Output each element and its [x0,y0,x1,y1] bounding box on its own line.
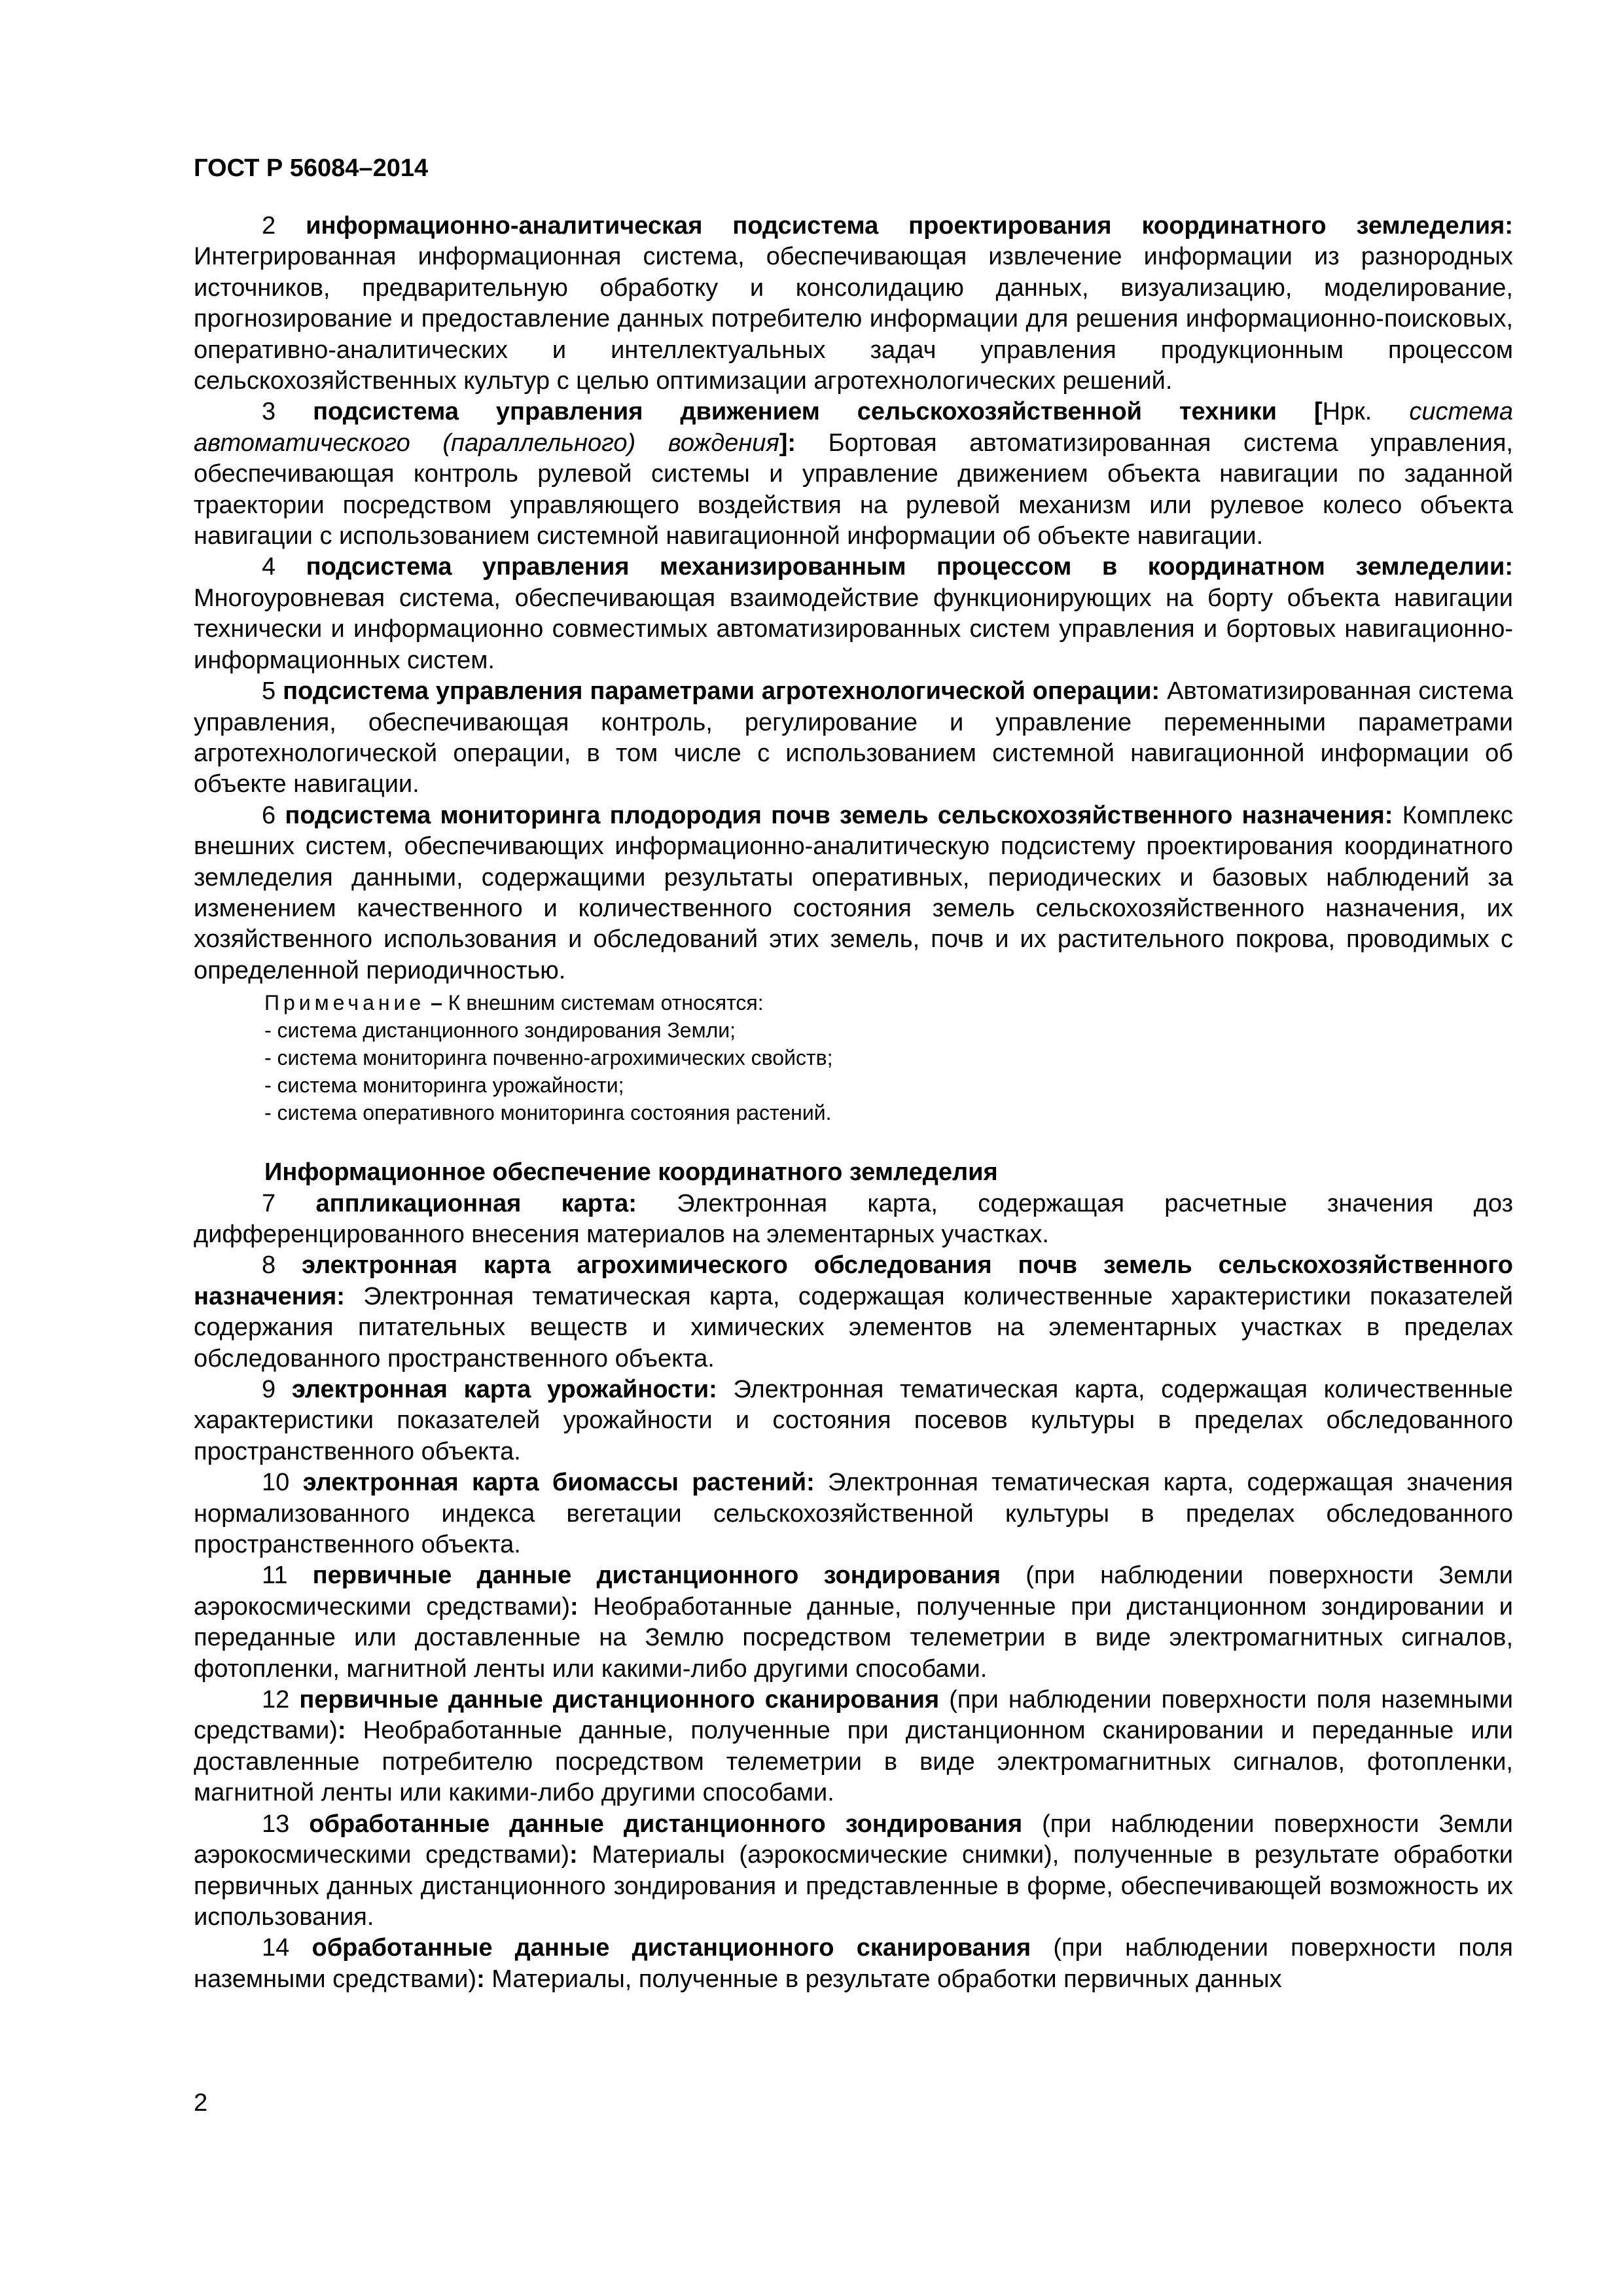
section-heading: Информационное обеспечение координатного земледелия [264,1158,998,1187]
term-definition: Интегрированная информационная система, обеспечивающая извлечение информации из разнородных источников, предварительную обработку и консолидацию данных, визуализацию, моделирование, прогнозирование и предоставление данных потребителю информации для решения информационно-поисковых, оперативно-аналитических и интеллектуальных задач управления продукционным процессом сельскохозяйственных культур с целью оптимизации агротехнологических решений. [194,243,1513,395]
term-entry-7 [194,1189,1513,1251]
note-dash: – [425,991,448,1015]
term-number: 7 [262,1189,276,1217]
note-item: - система мониторинга почвенно-агрохимических свойств; [264,1046,833,1070]
nrk-term: система автоматического (параллельного) вождения [194,398,1513,457]
term-name: подсистема управления движением сельскохозяйственной техники [313,398,1277,426]
term-name: подсистема управления механизированным процессом в координатном земледелии: [306,553,1514,581]
term-name: электронная карта агрохимического обследования почв земель сельскохозяйственного назначения: [194,1251,1513,1310]
term-colon: : [569,1841,578,1869]
term-entry-2 [194,211,1513,397]
term-entry-5 [194,676,1513,800]
term-definition: Электронная карта, содержащая расчетные значения доз дифференцированного внесения материалов на элементарных участках. [194,1189,1514,1248]
term-name: аппликационная карта: [315,1189,637,1217]
term-definition: Материалы, полученные в результате обработки первичных данных [484,1965,1282,1993]
term-definition: Бортовая автоматизированная система управления, обеспечивающая контроль рулевой системы и управление движением объекта навигации по заданной траектории посредством управляющего воздействия на рулевой механизм или рулевое колесо объекта навигации с использованием системной навигационной информации об объекте навигации. [194,429,1513,550]
term-qualifier: (при наблюдении поверхности поля наземными средствами) [194,1934,1513,1993]
term-number: 12 [262,1686,290,1714]
note-item: - система оперативного мониторинга состояния растений. [264,1101,832,1125]
term-entry-14 [194,1933,1513,1995]
term-definition: Электронная тематическая карта, содержащая количественные характеристики показателей содержания питательных веществ и химических элементов на элементарных участках в пределах обследованного пространственного объекта. [194,1282,1513,1372]
term-qualifier: (при наблюдении поверхности Земли аэрокосмическими средствами) [194,1810,1513,1869]
term-entry-11 [194,1560,1513,1685]
bracket-open: [ [1277,398,1323,426]
term-name: подсистема мониторинга плодородия почв земель сельскохозяйственного назначения: [285,801,1393,829]
term-number: 13 [262,1810,290,1838]
term-number: 8 [262,1251,276,1280]
term-definition: Необработанные данные, полученные при дистанционном сканировании и переданные или доставленные потребителю посредством телеметрии в виде электромагнитных сигналов, фотопленки, магнитной ленты или какими-либо другими способами. [194,1717,1513,1807]
term-name: электронная карта урожайности: [291,1376,717,1403]
term-number: 10 [262,1469,290,1497]
term-colon: : [476,1965,485,1993]
term-definition: Материалы (аэрокосмические снимки), полученные в результате обработки первичных данных дистанционного зондирования и представленные в форме, обеспечивающей возможность их использования. [194,1841,1513,1931]
term-entry-12 [194,1685,1513,1809]
term-definition: Электронная тематическая карта, содержащая количественные характеристики показателей урожайности и состояния посевов культуры в пределах обследованного пространственного объекта. [194,1376,1513,1465]
document-body [194,211,1513,1995]
term-entry-10 [194,1467,1513,1560]
term-colon: : [337,1717,346,1745]
term-number: 5 [262,677,276,706]
term-definition: Электронная тематическая карта, содержащая значения нормализованного индекса вегетации сельскохозяйственной культуры в пределах обследованного пространственного объекта. [194,1469,1513,1559]
term-name: первичные данные дистанционного зондирования [312,1562,1001,1590]
term-qualifier: (при наблюдении поверхности Земли аэрокосмическими средствами) [194,1562,1513,1621]
note-label: Примечание [264,991,425,1015]
note-title [264,989,1513,1016]
term-definition: Комплекс внешних систем, обеспечивающих информационно-аналитическую подсистему проектирования координатного земледелия данными, содержащими результаты оперативных, периодических и базовых наблюдений за изменением качественного и количественного состояния земель сельскохозяйственного назначения, их хозяйственного использования и обследований этих земель, почв и их растительного покрова, проводимых с определенной периодичностью. [194,801,1514,984]
term-entry-8 [194,1250,1513,1374]
nrk-label: Нрк. [1322,398,1410,426]
term-name: электронная карта биомассы растений: [302,1469,815,1497]
term-name: подсистема управления параметрами агротехнологической операции: [283,677,1160,706]
term-definition: Автоматизированная система управления, обеспечивающая контроль, регулирование и управление переменными параметрами агротехнологической операции, в том числе с использованием системной навигационной информации об объекте навигации. [194,677,1514,798]
bracket-close: ]: [779,429,796,457]
term-name: первичные данные дистанционного сканирования [299,1686,940,1714]
term-number: 9 [262,1376,276,1403]
term-name: обработанные данные дистанционного сканирования [312,1934,1031,1962]
term-number: 6 [262,801,276,829]
term-entry-4 [194,552,1513,676]
page-number: 2 [194,2089,208,2117]
note-item: - система мониторинга урожайности; [264,1073,624,1098]
term-definition: Необработанные данные, полученные при дистанционном зондировании и переданные или доставленные на Землю посредством телеметрии в виде электромагнитных сигналов, фотопленки, магнитной ленты или какими-либо другими способами. [194,1592,1514,1683]
standard-header: ГОСТ Р 56084–2014 [194,154,429,182]
note-item: - система дистанционного зондирования Земли; [264,1018,736,1043]
term-name: обработанные данные дистанционного зондирования [309,1810,1023,1838]
term-number: 4 [262,553,276,581]
term-definition: Многоуровневая система, обеспечивающая взаимодействие функционирующих на борту объекта навигации технически и информационно совместимых автоматизированных систем управления и бортовых навигационно-информационных систем. [194,584,1513,674]
term-entry-3 [194,397,1513,552]
term-qualifier: (при наблюдении поверхности поля наземными средствами) [194,1686,1514,1745]
term-entry-13 [194,1809,1513,1933]
note-block [264,989,1513,1126]
term-number: 2 [262,212,276,240]
note-text: К внешним системам относятся: [448,991,764,1015]
term-entry-6 [194,800,1513,986]
term-entry-9 [194,1374,1513,1467]
term-number: 14 [262,1934,290,1962]
term-colon: : [569,1592,579,1621]
term-number: 11 [262,1562,288,1590]
term-name: информационно-аналитическая подсистема проектирования координатного земледелия: [306,212,1513,240]
term-number: 3 [262,398,276,426]
